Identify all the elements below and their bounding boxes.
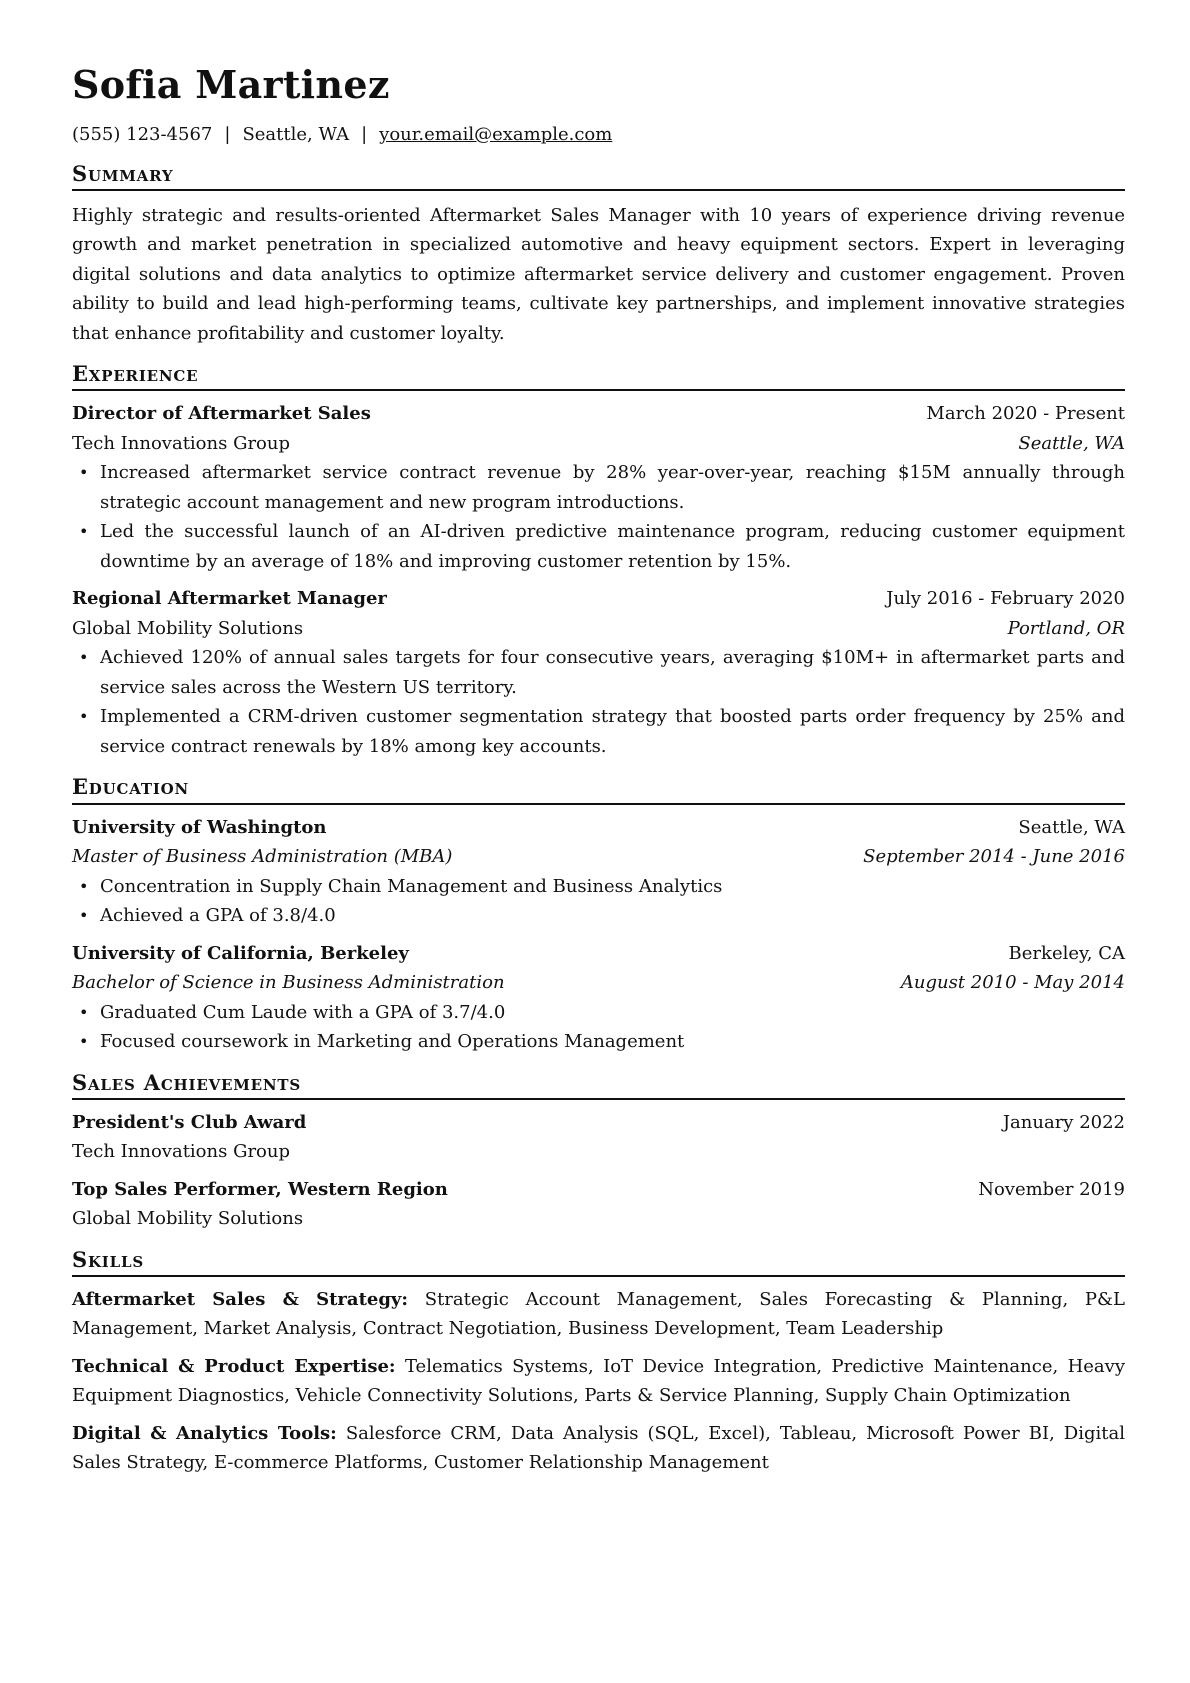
- contact-separator: |: [224, 124, 231, 145]
- skill-category: Technical & Product Expertise:: [72, 1355, 396, 1377]
- education-dates: September 2014 - June 2016: [863, 846, 1125, 868]
- summary-text: Highly strategic and results-oriented Aftermarket Sales Manager with 10 years of experience driving revenue growth and market penetration in specialized automotive and heavy equipment sectors. Expert in leveraging digital solutions and data analytics to optimize aftermarket service delivery and customer engagement. Proven ability to build and lead high-performing teams, cultivate key partnerships, and implement innovative strategies that enhance profitability and customer loyalty.: [72, 204, 1125, 344]
- school-name: University of Washington: [72, 816, 327, 838]
- achievement-title: Top Sales Performer, Western Region: [72, 1178, 448, 1200]
- job-location: Seattle, WA: [1018, 432, 1125, 454]
- skill-category: Digital & Analytics Tools:: [72, 1422, 337, 1444]
- skill-group: [72, 1419, 1125, 1478]
- resume-page: [72, 58, 1125, 1478]
- school-location: Berkeley, CA: [1008, 942, 1125, 964]
- school-name: University of California, Berkeley: [72, 942, 409, 964]
- education-heading: Education: [72, 775, 1125, 804]
- skills-section: [72, 1285, 1125, 1478]
- education-dates: August 2010 - May 2014: [900, 972, 1125, 994]
- education-section: [72, 813, 1125, 1057]
- bullet-item: • Concentration in Supply Chain Management and Business Analytics: [100, 872, 1125, 902]
- experience-heading: Experience: [72, 362, 1125, 391]
- achievement-entry: [72, 1175, 1125, 1234]
- candidate-name: Sofia Martinez: [72, 62, 390, 107]
- job-company: Global Mobility Solutions: [72, 617, 304, 639]
- skill-category: Aftermarket Sales & Strategy:: [72, 1288, 409, 1310]
- bullet-item: • Achieved 120% of annual sales targets for four consecutive years, averaging $10M+ in aftermarket parts and service sales across the Western US territory.: [100, 643, 1125, 702]
- bullet-item: • Graduated Cum Laude with a GPA of 3.7/4.0: [100, 998, 1125, 1028]
- achievement-org: Tech Innovations Group: [72, 1141, 291, 1163]
- skill-items: Salesforce CRM, Data Analysis (SQL, Excel), Tableau, Microsoft Power BI, Digital Sales Strategy, E-commerce Platforms, Customer Relationship Management: [72, 1422, 1126, 1474]
- job-dates: March 2020 - Present: [926, 403, 1125, 425]
- experience-section: [72, 399, 1125, 761]
- skill-group: [72, 1285, 1125, 1344]
- skill-items: Telematics Systems, IoT Device Integration, Predictive Maintenance, Heavy Equipment Diagnostics, Vehicle Connectivity Solutions, Parts & Service Planning, Supply Chain Optimization: [72, 1355, 1125, 1407]
- bullet-item: • Achieved a GPA of 3.8/4.0: [100, 901, 1125, 931]
- school-location: Seattle, WA: [1018, 816, 1125, 838]
- job-dates: July 2016 - February 2020: [886, 588, 1125, 610]
- degree-name: Bachelor of Science in Business Administration: [72, 972, 505, 994]
- achievement-title: President's Club Award: [72, 1111, 307, 1133]
- bullet-item: • Led the successful launch of an AI-driven predictive maintenance program, reducing customer equipment downtime by an average of 18% and improving customer retention by 15%.: [100, 517, 1125, 576]
- contact-line: [72, 124, 1125, 146]
- achievement-entry: [72, 1108, 1125, 1167]
- contact-phone: (555) 123-4567: [72, 124, 213, 145]
- job-bullets: [72, 458, 1125, 576]
- achievement-date: November 2019: [978, 1178, 1125, 1200]
- achievements-section: [72, 1108, 1125, 1234]
- degree-name: Master of Business Administration (MBA): [72, 846, 453, 868]
- summary-heading: Summary: [72, 162, 1125, 191]
- achievement-date: January 2022: [1002, 1111, 1125, 1133]
- skill-items: Strategic Account Management, Sales Forecasting & Planning, P&L Management, Market Analysis, Contract Negotiation, Business Development, Team Leadership: [72, 1288, 1125, 1340]
- skill-group: [72, 1352, 1125, 1411]
- job-company: Tech Innovations Group: [72, 432, 291, 454]
- job-location: Portland, OR: [1007, 617, 1125, 639]
- bullet-item: • Increased aftermarket service contract revenue by 28% year-over-year, reaching $15M annually through strategic account management and new program introductions.: [100, 458, 1125, 517]
- achievement-org: Global Mobility Solutions: [72, 1208, 304, 1230]
- education-bullets: [72, 872, 1125, 931]
- education-entry: [72, 939, 1125, 1057]
- job-bullets: [72, 643, 1125, 761]
- job-title: Regional Aftermarket Manager: [72, 588, 387, 610]
- job-entry: [72, 399, 1125, 576]
- contact-separator: |: [361, 124, 368, 145]
- contact-location: Seattle, WA: [242, 124, 350, 145]
- job-entry: [72, 584, 1125, 761]
- education-bullets: [72, 998, 1125, 1057]
- job-title: Director of Aftermarket Sales: [72, 403, 371, 425]
- skills-heading: Skills: [72, 1248, 1125, 1277]
- contact-email-link[interactable]: your.email@example.com: [379, 124, 613, 145]
- education-entry: [72, 813, 1125, 931]
- bullet-item: • Implemented a CRM-driven customer segmentation strategy that boosted parts order frequency by 25% and service contract renewals by 18% among key accounts.: [100, 702, 1125, 761]
- achievements-heading: Sales Achievements: [72, 1071, 1125, 1100]
- bullet-item: • Focused coursework in Marketing and Operations Management: [100, 1027, 1125, 1057]
